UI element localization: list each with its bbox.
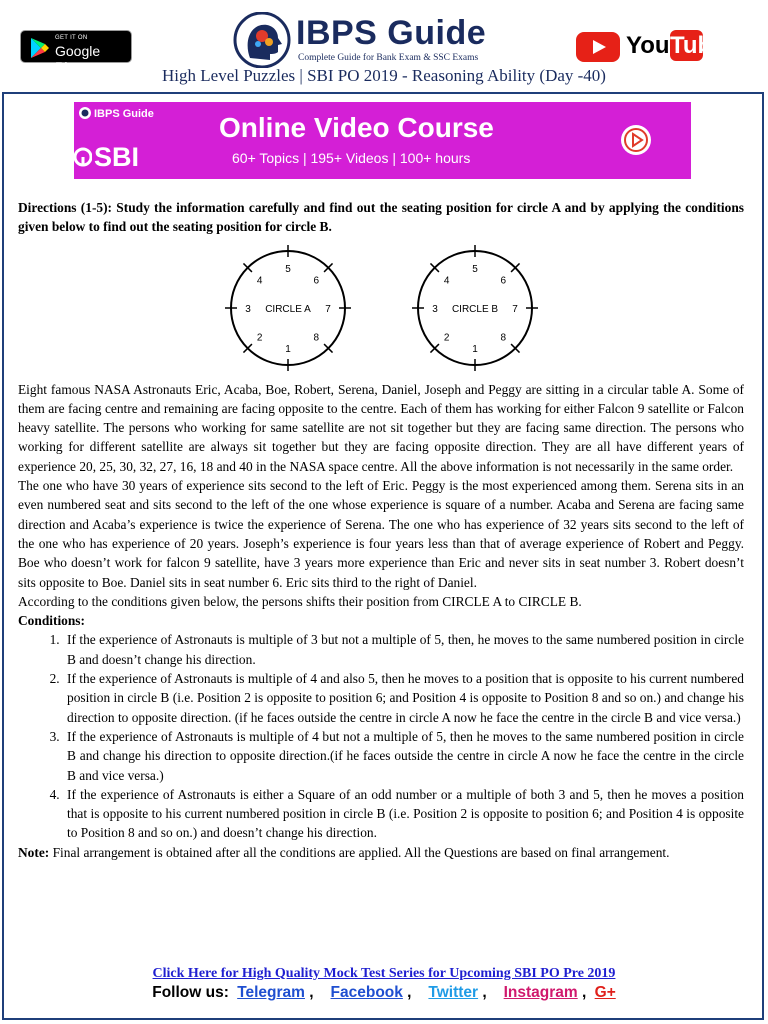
twitter-link[interactable]: Twitter — [428, 984, 479, 1001]
condition-item: 2. If the experience of Astronauts is multiple of 4 and also 5, then he moves to a position that is opposite to his current numbered position in circle B (i.e. Position 2 is opposite to position 6; and Position 4 is opposite to Position 8 and so on.) and change his direction to opposite direction. (if he faces outside the centre in circle A now he face the centre in the circle B and vice versa.) — [63, 669, 744, 727]
seat-number: 4 — [256, 275, 263, 287]
banner-sbi-label: SBI — [94, 142, 140, 172]
page-subtitle: High Level Puzzles | SBI PO 2019 - Reasoning Ability (Day -40) — [162, 66, 606, 85]
seat-number: 7 — [325, 303, 331, 315]
seat-number: 5 — [472, 263, 478, 275]
banner-ibps-label: IBPS Guide — [94, 108, 154, 120]
puzzle-paragraph-3: According to the conditions given below, the persons shifts their position from CIRCLE A to CIRCLE B. — [18, 593, 582, 609]
directions-text: Directions (1-5): Study the information carefully and find out the seating position for circle A and by applying the conditions given below to find out the seating position for circle B. — [18, 200, 744, 235]
note-paragraph — [18, 843, 744, 862]
conditions-title: Conditions: — [18, 613, 85, 629]
mock-test-link[interactable]: Click Here for High Quality Mock Test Series for Upcoming SBI PO Pre 2019 — [152, 966, 616, 981]
google-play-small-text: GET IT ON — [55, 35, 88, 41]
seat-number: 3 — [245, 303, 251, 315]
logo-name: IBPS Guide — [296, 14, 487, 52]
seat-number: 6 — [500, 275, 507, 287]
ibps-small-logo-icon — [78, 106, 92, 120]
condition-item: 1. If the experience of Astronauts is multiple of 3 but not a multiple of 5, then, he moves to the same numbered position in circle B and doesn’t change his direction. — [63, 630, 744, 669]
puzzle-paragraph-1: Eight famous NASA Astronauts Eric, Acaba, Boe, Robert, Serena, Daniel, Joseph and Peggy are sitting in a circular table A. Some of them are facing centre and remaining are facing opposite to the centre. Each of them has working for either Falcon 9 satellite or Falcon heavy satellite. The persons who working for same satellite are not sit together but they are facing same direction. The persons who working for different satellite are always sit together but they are facing opposite direction. They are all have different years of experience 20, 25, 30, 32, 27, 16, 18 and 40 in the NASA space centre. All the above information is not necessarily in the same order. — [18, 381, 744, 474]
page-header — [0, 0, 768, 92]
note-label: Note: — [18, 844, 50, 860]
sbi-logo-icon — [74, 146, 92, 168]
follow-label: Follow us: — [152, 984, 229, 1001]
seat-number: 2 — [443, 331, 450, 343]
condition-item: 4. If the experience of Astronauts is either a Square of an odd number or a multiple of both 3 and 5, then he moves a position that is opposite to his current numbered position in circle B (i.e. Position 2 is opposite to position 6; and Position 4 is opposite to Position 8 and so on.) and doesn’t change his direction. — [63, 785, 744, 843]
circle-label: CIRCLE A — [265, 303, 311, 315]
circle-diagram-svg — [18, 244, 744, 376]
follow-us-bar: Follow us: Telegram , Facebook , Twitter , Instagram , G+ — [152, 984, 616, 1001]
main-content — [18, 198, 744, 862]
logo-tagline: Complete Guide for Bank Exam & SSC Exams — [298, 53, 479, 63]
google-play-badge[interactable] — [20, 30, 132, 75]
seat-number: 3 — [432, 303, 438, 315]
condition-item: 3. If the experience of Astronauts is multiple of 4 but not a multiple of 5, then he moves to the same numbered position in circle B and change his direction to opposite direction.(if he faces outside the centre in circle A now he face the centre in the circle B and vice versa.) — [63, 727, 744, 785]
telegram-link[interactable]: Telegram — [237, 984, 305, 1001]
youtube-you-text: You — [626, 32, 670, 59]
conditions-list — [18, 630, 744, 842]
seat-number: 1 — [285, 343, 291, 355]
seat-number: 6 — [313, 275, 320, 287]
play-circle-icon — [620, 124, 652, 156]
video-course-banner[interactable] — [74, 102, 691, 179]
seat-number: 1 — [472, 343, 478, 355]
circle-diagrams — [18, 244, 744, 376]
seat-number: 4 — [443, 275, 450, 287]
ibps-guide-logo[interactable] — [232, 12, 532, 68]
puzzle-paragraph-2: The one who have 30 years of experience sits second to the left of Eric. Peggy is the most experienced among them. Serena sits in an even numbered seat and sits second to the left of the one whose experience is square of a number. Acaba and Serena are facing same direction and Acaba’s experience is twice the experience of Serena. The one who has experience of 32 years sits second to the left of the one who has experience of 20 years. Joseph’s experience is four years less than that of average experience of Robert and Peggy. Boe who doesn’t work for falcon 9 satellite, have 3 years more experience than Eric and never sits in seat number 3. Robert doesn’t sits opposite to Boe. Daniel sits in seat number 6. Eric sits third to the right of Daniel. — [18, 478, 744, 590]
google-play-icon — [30, 37, 50, 59]
facebook-link[interactable]: Facebook — [330, 984, 403, 1001]
banner-title: Online Video Course — [219, 112, 494, 143]
seat-number: 8 — [313, 331, 320, 343]
banner-stats: 60+ Topics | 195+ Videos | 100+ hours — [232, 150, 471, 166]
circle-label: CIRCLE B — [451, 303, 499, 315]
seat-number: 2 — [256, 331, 263, 343]
youtube-logo[interactable] — [576, 30, 726, 64]
seat-number: 8 — [500, 331, 507, 343]
gplus-link[interactable]: G+ — [594, 984, 616, 1001]
brain-head-icon — [232, 12, 292, 68]
google-play-text: Google Play — [55, 43, 101, 75]
seat-number: 7 — [512, 303, 518, 315]
note-text: Final arrangement is obtained after all the conditions are applied. All the Questions are based on final arrangement. — [49, 844, 670, 860]
youtube-tube-text: Tube — [670, 32, 726, 59]
instagram-link[interactable]: Instagram — [503, 984, 578, 1001]
youtube-play-icon — [576, 32, 620, 62]
seat-number: 5 — [285, 263, 291, 275]
